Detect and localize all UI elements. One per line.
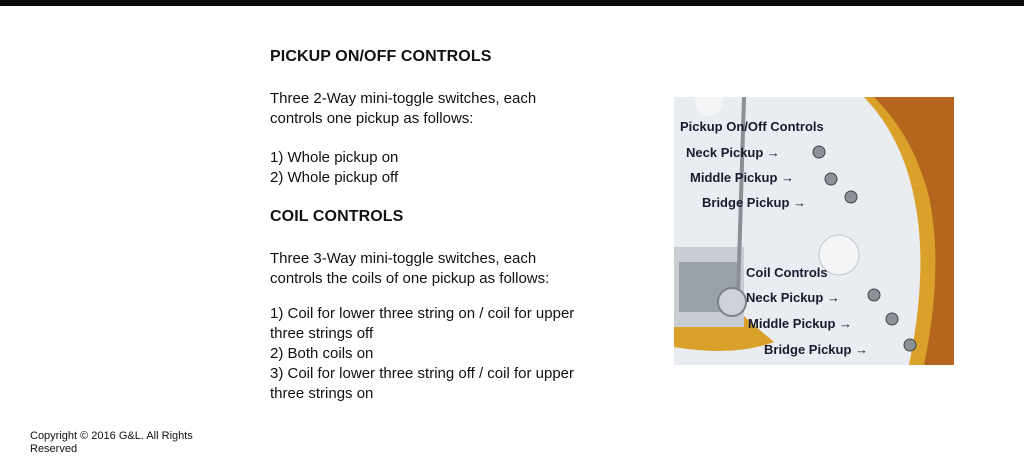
- coil-controls-intro: [270, 249, 650, 289]
- top-border: [0, 0, 1024, 6]
- coil-switch-neck: [868, 289, 880, 301]
- list-item: 1) Whole pickup on: [270, 149, 399, 166]
- section-heading-coil-controls: COIL CONTROLS: [270, 208, 404, 225]
- pickup-options-list: [270, 148, 650, 188]
- toggle-switch-bridge: [845, 191, 857, 203]
- toggle-switch-neck: [813, 146, 825, 158]
- tremolo-arm-base: [718, 288, 746, 316]
- label-bridge-pickup-onoff: Bridge Pickup →: [702, 195, 807, 210]
- intro-line: Three 3-Way mini-toggle switches, each: [270, 250, 537, 267]
- coil-switch-middle: [886, 313, 898, 325]
- copyright-notice: [30, 430, 220, 456]
- guitar-photo-illustration: [674, 97, 954, 365]
- toggle-switch-middle: [825, 173, 837, 185]
- label-neck-pickup-onoff: Neck Pickup →: [686, 145, 780, 160]
- label-bridge-pickup-coil: Bridge Pickup →: [764, 342, 869, 357]
- guitar-controls-photo: [674, 97, 954, 365]
- pickup-controls-intro: [270, 89, 650, 129]
- intro-line: controls the coils of one pickup as follows:: [270, 270, 550, 287]
- label-middle-pickup-coil: Middle Pickup →: [748, 316, 853, 331]
- list-item: 2) Whole pickup off: [270, 169, 399, 186]
- intro-line: Three 2-Way mini-toggle switches, each: [270, 90, 537, 107]
- coil-switch-bridge: [904, 339, 916, 351]
- list-item: 1) Coil for lower three string on / coil for upper: [270, 305, 575, 322]
- label-neck-pickup-coil: Neck Pickup →: [746, 290, 840, 305]
- section-heading-pickup-controls: PICKUP ON/OFF CONTROLS: [270, 48, 492, 65]
- label-coil-controls: Coil Controls: [746, 265, 828, 280]
- list-item: 3) Coil for lower three string off / coil for upper: [270, 365, 575, 382]
- label-middle-pickup-onoff: Middle Pickup →: [690, 170, 795, 185]
- intro-line: controls one pickup as follows:: [270, 110, 474, 127]
- document-content: [270, 48, 650, 404]
- list-item: three strings off: [270, 325, 374, 342]
- list-item: 2) Both coils on: [270, 345, 374, 362]
- copyright-line: Reserved: [30, 443, 78, 455]
- label-pickup-onoff-controls: Pickup On/Off Controls: [680, 119, 824, 134]
- coil-options-list: [270, 304, 650, 404]
- copyright-line: Copyright © 2016 G&L. All Rights: [30, 430, 193, 442]
- list-item: three strings on: [270, 385, 374, 402]
